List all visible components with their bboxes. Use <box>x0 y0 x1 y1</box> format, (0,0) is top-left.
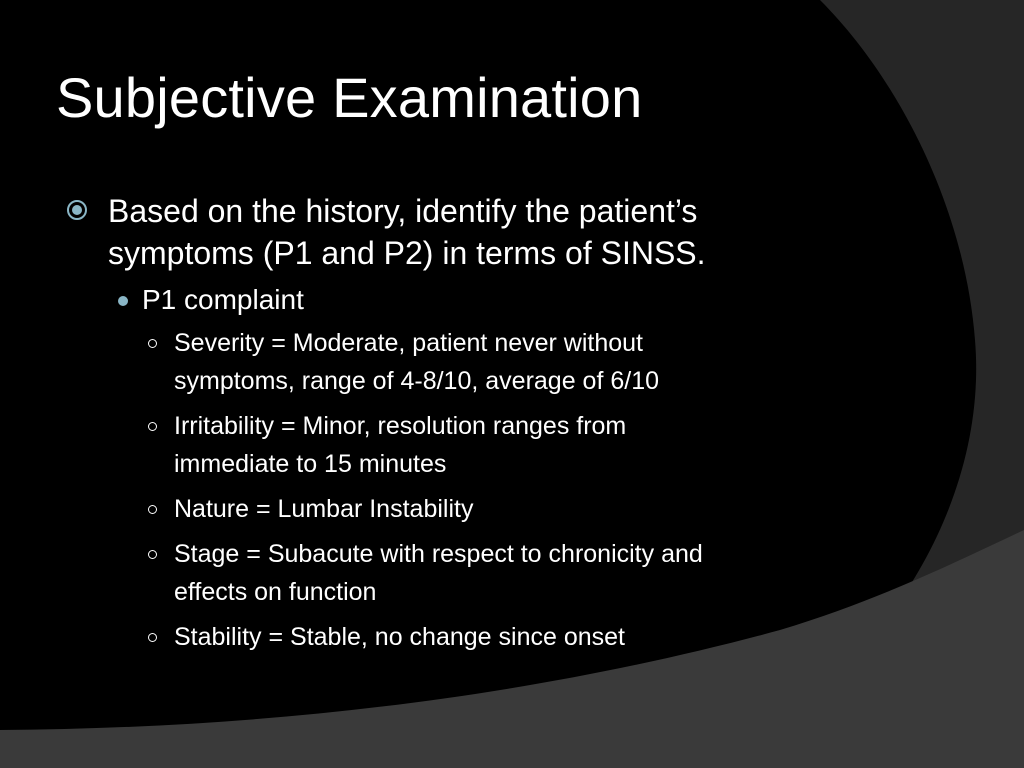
sub-item-stage <box>66 535 866 611</box>
sub-item-line: Nature = Lumbar Instability <box>174 495 474 523</box>
sub-item-line: effects on function <box>174 578 377 606</box>
sub-item-line: symptoms, range of 4-8/10, average of 6/10 <box>174 367 659 395</box>
target-bullet-icon <box>66 199 88 221</box>
bullet-line: Based on the history, identify the patient’s <box>108 193 698 229</box>
sub-item-line: Severity = Moderate, patient never without <box>174 329 644 357</box>
bullet-line: symptoms (P1 and P2) in terms of SINSS. <box>108 235 706 271</box>
bullet-level-2 <box>66 282 866 318</box>
sub-item-severity <box>66 324 866 400</box>
hollow-circle-icon <box>148 633 157 642</box>
hollow-circle-icon <box>148 422 157 431</box>
sub-item-irritability <box>66 407 866 483</box>
sub-item-nature <box>66 490 866 528</box>
bullet-line: P1 complaint <box>142 284 304 315</box>
sub-item-line: Stage = Subacute with respect to chronicity and <box>174 540 703 568</box>
sub-item-stability <box>66 618 866 656</box>
slide-title: Subjective Examination <box>56 66 643 129</box>
sub-item-line: immediate to 15 minutes <box>174 450 447 478</box>
bullet-level-1 <box>66 190 866 274</box>
hollow-circle-icon <box>148 339 157 348</box>
sub-item-line: Stability = Stable, no change since onset <box>174 623 625 651</box>
hollow-circle-icon <box>148 550 157 559</box>
sub-item-line: Irritability = Minor, resolution ranges from <box>174 412 627 440</box>
hollow-circle-icon <box>148 505 157 514</box>
filled-dot-icon <box>118 296 128 306</box>
slide-content <box>66 190 866 663</box>
